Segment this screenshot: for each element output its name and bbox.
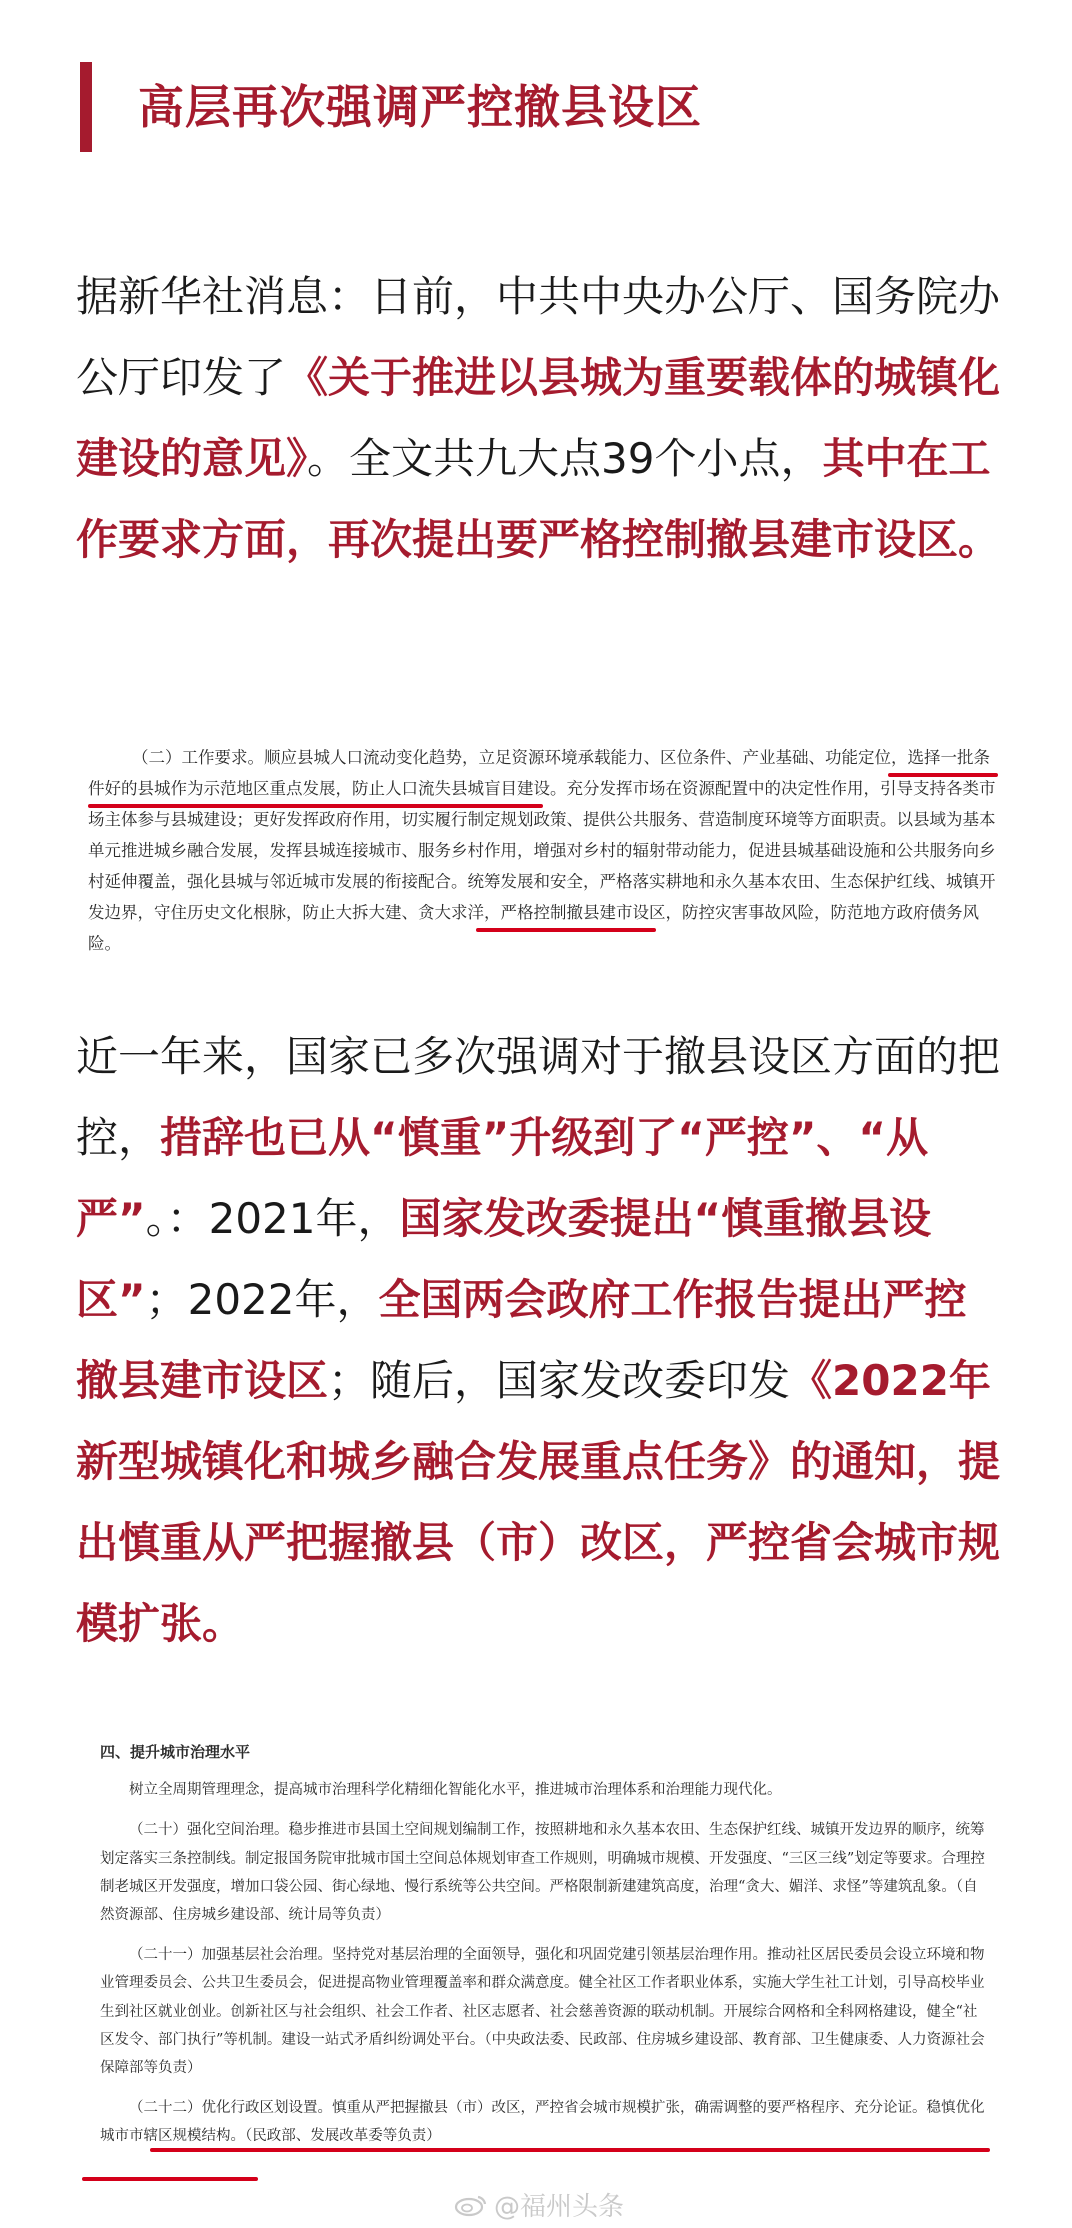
body-text: 近一年来，国家已多次强调对于撤县设区方面的把控，	[76, 1032, 1001, 1162]
document-excerpt-2	[100, 1738, 990, 2163]
highlighted-text: 措辞也已从“慎重”升级到了“严控”、“从严”	[76, 1113, 929, 1243]
page-title: 高层再次强调严控撤县设区	[138, 80, 702, 134]
highlighted-text: 其中在工作要求方面，再次提出要严格控制撤县建市设区。	[76, 434, 1001, 564]
highlighted-text: 《关于推进以县城为重要载体的城镇化建设的意见》	[76, 353, 1001, 483]
highlighted-text: 《2022年新型城镇化和城乡融合发展重点任务》的通知，提出慎重从严把握撤县（市）改区，严控省会城市规模扩张。	[76, 1356, 1001, 1648]
highlight-underline	[150, 2148, 990, 2152]
analysis-paragraph	[76, 1016, 1004, 1664]
heading-accent-bar	[80, 62, 92, 152]
highlight-underline	[888, 773, 998, 777]
item-22: （二十二）优化行政区划设置。慎重从严把握撤县（市）改区，严控省会城市规模扩张，确需调整的要严格程序、充分论证。稳慎优化城市市辖区规模结构。（民政部、发展改革委等负责）	[100, 2100, 985, 2145]
weibo-logo-icon	[454, 2193, 488, 2217]
document-excerpt-1-text: （二）工作要求。顺应县城人口流动变化趋势，立足资源环境承载能力、区位条件、产业基础、功能定位，选择一批条件好的县城作为示范地区重点发展，防止人口流失县城盲目建设。充分发挥市场在资源配置中的决定性作用，引导支持各类市场主体参与县城建设；更好发挥政府作用，切实履行制定规划政策、提供公共服务、营造制度环境等方面职责。以县域为基本单元推进城乡融合发展，发挥县城连接城市、服务乡村作用，增强对乡村的辐射带动能力，促进县城基础设施和公共服务向乡村延伸覆盖，强化县城与邻近城市发展的衔接配合。统筹发展和安全，严格落实耕地和永久基本农田、生态保护红线、城镇开发边界，守住历史文化根脉，防止大拆大建、贪大求洋，严格控制撤县建市设区，防控灾害事故风险，防范地方政府债务风险。	[88, 748, 996, 953]
document-excerpt-1	[88, 742, 1000, 959]
item-21: （二十一）加强基层社会治理。坚持党对基层治理的全面领导，强化和巩固党建引领基层治理作用。推动社区居民委员会设立环境和物业管理委员会、公共卫生委员会，促进提高物业管理覆盖率和群众满意度。健全社区工作者职业体系，实施大学生社工计划，引导高校毕业生到社区就业创业。创新社区与社会组织、社会工作者、社区志愿者、社会慈善资源的联动机制。开展综合网格和全科网格建设，健全“社区发令、部门执行”等机制。建设一站式矛盾纠纷调处平台。（中央政法委、民政部、住房城乡建设部、教育部、卫生健康委、人力资源社会保障部等负责）	[100, 1947, 985, 2077]
highlight-underline	[82, 2177, 258, 2181]
highlight-underline	[476, 928, 656, 932]
item-20: （二十）强化空间治理。稳步推进市县国土空间规划编制工作，按照耕地和永久基本农田、生态保护红线、城镇开发边界的顺序，统筹划定落实三条控制线。制定报国务院审批城市国土空间总体规划审查工作规则，明确城市规模、开发强度、“三区三线”划定等要求。合理控制老城区开发强度，增加口袋公园、街心绿地、慢行系统等公共空间。严格限制新建建筑高度，治理“贪大、媚洋、求怪”等建筑乱象。（自然资源部、住房城乡建设部、统计局等负责）	[100, 1822, 985, 1924]
highlighted-text: 国家发改委提出“慎重撤县设区”	[76, 1194, 932, 1324]
body-text: 。：2021年，	[145, 1194, 400, 1243]
body-text: ；随后，国家发改委印发	[328, 1356, 791, 1405]
body-text: 据新华社消息：日前，中共中央办公厅、国务院办公厅印发了	[76, 272, 1001, 402]
body-text: ；2022年，	[145, 1275, 379, 1324]
intro-paragraph	[76, 256, 1004, 580]
highlighted-text: 全国两会政府工作报告提出严控撤县建市设区	[76, 1275, 967, 1405]
section-title: 四、提升城市治理水平	[100, 1743, 251, 1761]
body-text: 。全文共九大点39个小点，	[307, 434, 823, 483]
watermark-text: @福州头条	[493, 2192, 624, 2222]
highlight-underline	[88, 804, 543, 808]
section-intro: 树立全周期管理理念，提高城市治理科学化精细化智能化水平，推进城市治理体系和治理能力现代化。	[129, 1782, 782, 1799]
watermark	[454, 2186, 624, 2223]
